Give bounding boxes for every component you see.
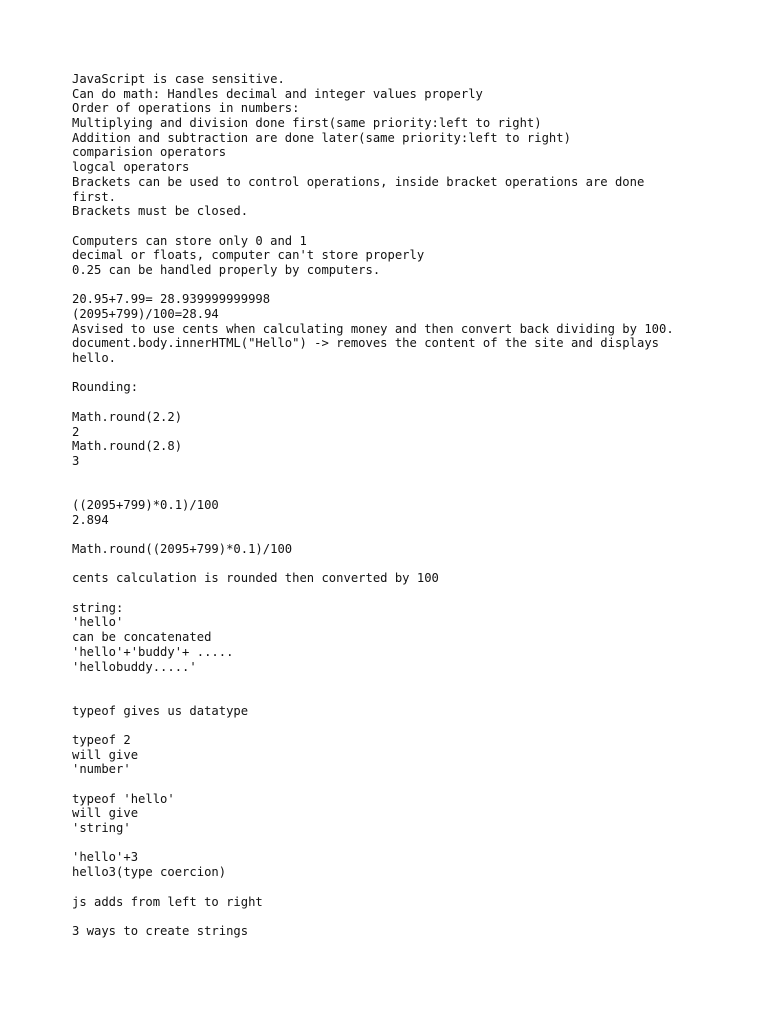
text-line: 'string' <box>72 821 131 836</box>
blank-line <box>72 909 712 924</box>
blank-line <box>72 366 712 381</box>
text-line: 0.25 can be handled properly by computers. <box>72 262 381 277</box>
blank-line <box>72 278 712 293</box>
text-line: 'hello' <box>72 615 124 630</box>
text-line: 20.95+7.99= 28.939999999998 <box>72 292 271 307</box>
blank-line <box>72 483 712 498</box>
text-line: Multiplying and division done first(same priority:left to right) <box>72 116 542 131</box>
blank-line <box>72 395 712 410</box>
text-line: can be concatenated <box>72 630 212 645</box>
document-page <box>72 72 712 939</box>
text-line: Math.round(2.8) <box>72 439 183 454</box>
blank-line <box>72 718 712 733</box>
text-line: js adds from left to right <box>72 894 263 909</box>
text-line: 2.894 <box>72 512 109 527</box>
text-line: ((2095+799)*0.1)/100 <box>72 497 219 512</box>
text-line: string: <box>72 600 124 615</box>
blank-line <box>72 777 712 792</box>
text-line: decimal or floats, computer can't store properly <box>72 248 425 263</box>
blank-line <box>72 219 712 234</box>
blank-line <box>72 836 712 851</box>
text-line: 3 ways to create strings <box>72 923 249 938</box>
text-line: first. <box>72 189 117 204</box>
text-line: 'hello'+'buddy'+ ..... <box>72 644 234 659</box>
blank-line <box>72 469 712 484</box>
text-line: 2 <box>72 424 80 439</box>
text-line: document.body.innerHTML("Hello") -> removes the content of the site and displays <box>72 336 659 351</box>
text-line: Computers can store only 0 and 1 <box>72 233 307 248</box>
text-line: JavaScript is case sensitive. <box>72 72 285 86</box>
text-line: typeof gives us datatype <box>72 703 249 718</box>
text-line: 3 <box>72 453 80 468</box>
text-line: Math.round(2.2) <box>72 409 183 424</box>
text-line: Brackets must be closed. <box>72 204 249 219</box>
text-line: (2095+799)/100=28.94 <box>72 307 219 321</box>
blank-line <box>72 674 712 689</box>
text-line: Order of operations in numbers: <box>72 101 300 116</box>
text-line: hello. <box>72 351 117 366</box>
blank-line <box>72 557 712 572</box>
text-line: cents calculation is rounded then converted by 100 <box>72 571 439 586</box>
blank-line <box>72 586 712 601</box>
blank-line <box>72 689 712 704</box>
text-line: typeof 2 <box>72 732 131 747</box>
text-line: Brackets can be used to control operations, inside bracket operations are done <box>72 174 645 189</box>
text-line: logcal operators <box>72 160 190 175</box>
text-line: Addition and subtraction are done later(same priority:left to right) <box>72 130 571 145</box>
text-line: comparision operators <box>72 145 227 160</box>
text-line: Can do math: Handles decimal and integer values properly <box>72 86 483 101</box>
text-line: Math.round((2095+799)*0.1)/100 <box>72 542 293 556</box>
blank-line <box>72 880 712 895</box>
text-line: 'hello'+3 <box>72 850 139 865</box>
text-line: Asvised to use cents when calculating money and then convert back dividing by 100. <box>72 321 674 336</box>
text-line: 'hellobuddy.....' <box>72 659 197 674</box>
text-line: 'number' <box>72 762 131 777</box>
text-line: hello3(type coercion) <box>72 865 227 880</box>
text-line: will give <box>72 806 139 821</box>
text-line: will give <box>72 747 139 762</box>
text-line: typeof 'hello' <box>72 791 175 806</box>
text-line: Rounding: <box>72 380 139 395</box>
blank-line <box>72 527 712 542</box>
